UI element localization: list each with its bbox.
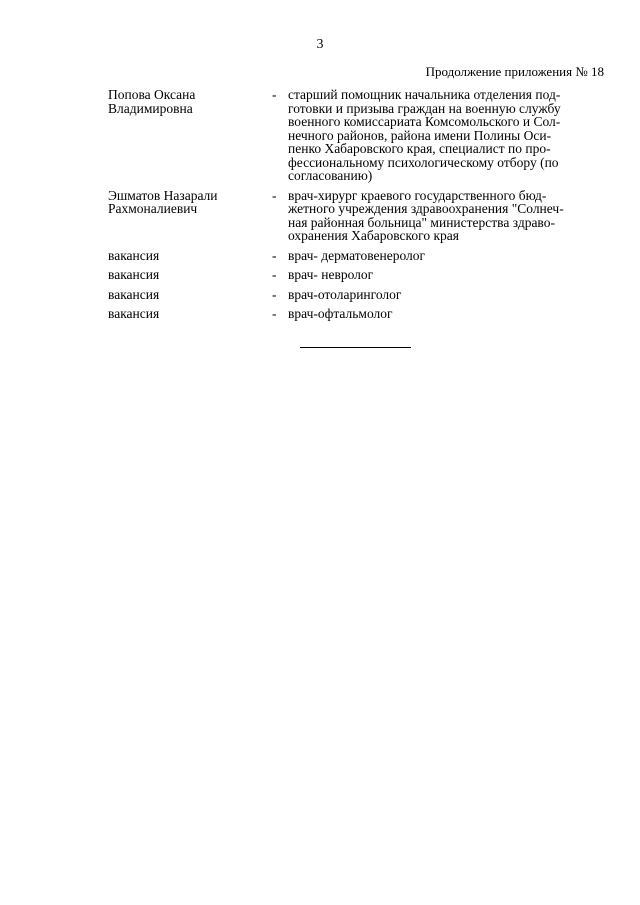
member-dash: - — [272, 247, 277, 263]
member-position: врач-хирург краевого государственного бюд- жетного учреждения здравоохранения "Солнеч- ная районная больница" министерства здраво- охранения Хабаровского края — [288, 187, 564, 243]
member-name: Эшматов Назарали Рахмоналиевич — [108, 187, 218, 216]
member-position: врач-отоларинголог — [288, 286, 402, 302]
member-position: врач-офтальмолог — [288, 306, 393, 321]
member-row — [108, 307, 606, 321]
member-name: вакансия — [108, 286, 160, 302]
end-of-document-rule — [300, 347, 411, 348]
appendix-continuation-label: Продолжение приложения № 18 — [425, 64, 604, 79]
member-name: Попова Оксана Владимировна — [108, 87, 196, 116]
member-row — [108, 268, 606, 282]
member-row — [108, 288, 606, 302]
member-dash: - — [272, 187, 277, 203]
member-row — [108, 88, 606, 183]
member-name: вакансия — [108, 306, 160, 321]
member-name: вакансия — [108, 267, 160, 282]
member-dash: - — [272, 267, 277, 282]
member-row — [108, 189, 606, 243]
member-position: старший помощник начальника отделения под- готовки и призыва граждан на военную службу военного комиссариата Комсомольского и Сол- нечного районов, района имени Полины Оси- пенко Хабаровского края, специалист по про- фессиональному психологическому отбору (по согласованию) — [288, 87, 561, 183]
member-row — [108, 249, 606, 263]
page-number: 3 — [316, 37, 324, 52]
member-dash: - — [272, 286, 277, 302]
member-position: врач- дерматовенеролог — [288, 247, 426, 263]
members-list — [108, 88, 606, 327]
member-dash: - — [272, 306, 277, 321]
member-position: врач- невролог — [288, 267, 374, 282]
member-dash: - — [272, 87, 277, 102]
member-name: вакансия — [108, 247, 160, 263]
